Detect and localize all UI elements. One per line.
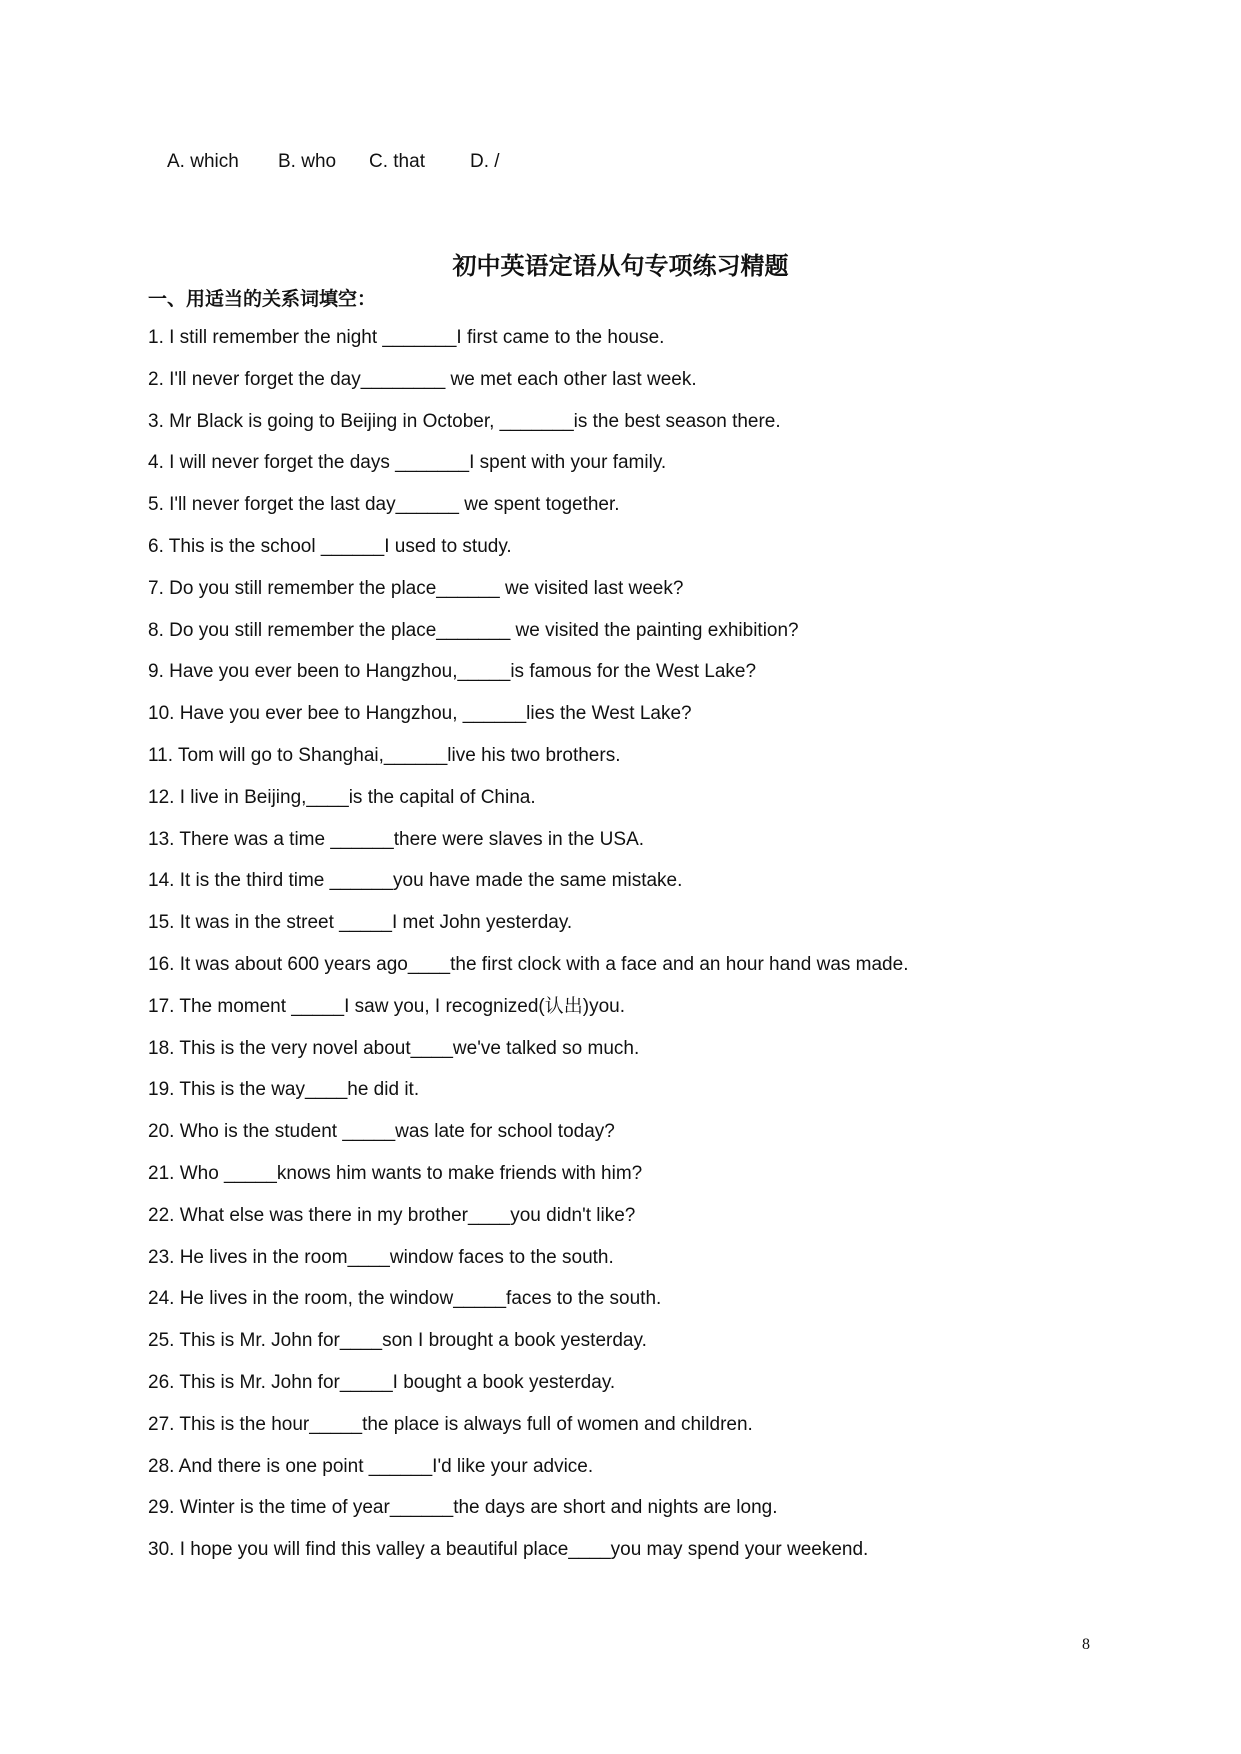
question-item: 23. He lives in the room____window faces to the south. <box>148 1246 614 1268</box>
question-item: 21. Who _____knows him wants to make friends with him? <box>148 1162 643 1184</box>
question-item: 6. This is the school ______I used to study. <box>148 535 512 557</box>
option-c: C. that <box>369 151 425 172</box>
question-item: 7. Do you still remember the place______ we visited last week? <box>148 577 684 599</box>
option-b: B. who <box>278 151 337 172</box>
question-item: 14. It is the third time ______you have made the same mistake. <box>148 870 683 892</box>
question-item: 1. I still remember the night _______I first came to the house. <box>148 327 665 348</box>
section-heading: 一、用适当的关系词填空： <box>148 288 377 310</box>
question-item: 9. Have you ever been to Hangzhou,_____is famous for the West Lake? <box>148 661 757 683</box>
question-item: 2. I'll never forget the day________ we met each other last week. <box>148 368 697 390</box>
question-item: 4. I will never forget the days _______I spent with your family. <box>148 452 667 474</box>
question-item: 28. And there is one point ______I'd like your advice. <box>148 1455 594 1477</box>
option-a: A. which <box>167 151 239 172</box>
question-item: 17. The moment _____I saw you, I recognized(认出)you. <box>148 995 626 1017</box>
question-item: 25. This is Mr. John for____son I brought a book yesterday. <box>148 1330 647 1352</box>
question-item: 24. He lives in the room, the window_____faces to the south. <box>148 1288 662 1310</box>
question-list <box>148 324 908 1578</box>
page-number: 8 <box>1082 1636 1090 1653</box>
question-item: 29. Winter is the time of year______the days are short and nights are long. <box>148 1497 778 1519</box>
question-item: 27. This is the hour_____the place is always full of women and children. <box>148 1413 753 1435</box>
question-item: 30. I hope you will find this valley a beautiful place____you may spend your weekend. <box>148 1539 869 1561</box>
question-item: 12. I live in Beijing,____is the capital of China. <box>148 786 536 808</box>
question-item: 22. What else was there in my brother____you didn't like? <box>148 1204 636 1226</box>
question-item: 11. Tom will go to Shanghai,______live his two brothers. <box>148 744 621 766</box>
question-item: 15. It was in the street _____I met John yesterday. <box>148 912 573 934</box>
question-item: 26. This is Mr. John for_____I bought a book yesterday. <box>148 1371 616 1393</box>
option-d: D. / <box>470 151 500 172</box>
question-item: 20. Who is the student _____was late for school today? <box>148 1121 615 1143</box>
question-item: 16. It was about 600 years ago____the first clock with a face and an hour hand was made. <box>148 953 909 975</box>
question-item: 13. There was a time ______there were slaves in the USA. <box>148 828 645 850</box>
question-item: 10. Have you ever bee to Hangzhou, ______lies the West Lake? <box>148 703 692 725</box>
page-title: 初中英语定语从句专项练习精题 <box>452 251 789 280</box>
question-item: 19. This is the way____he did it. <box>148 1079 420 1101</box>
question-item: 8. Do you still remember the place_______ we visited the painting exhibition? <box>148 619 799 641</box>
question-item: 3. Mr Black is going to Beijing in October, _______is the best season there. <box>148 410 781 432</box>
question-item: 5. I'll never forget the last day______ we spent together. <box>148 494 620 516</box>
question-item: 18. This is the very novel about____we've talked so much. <box>148 1037 640 1059</box>
